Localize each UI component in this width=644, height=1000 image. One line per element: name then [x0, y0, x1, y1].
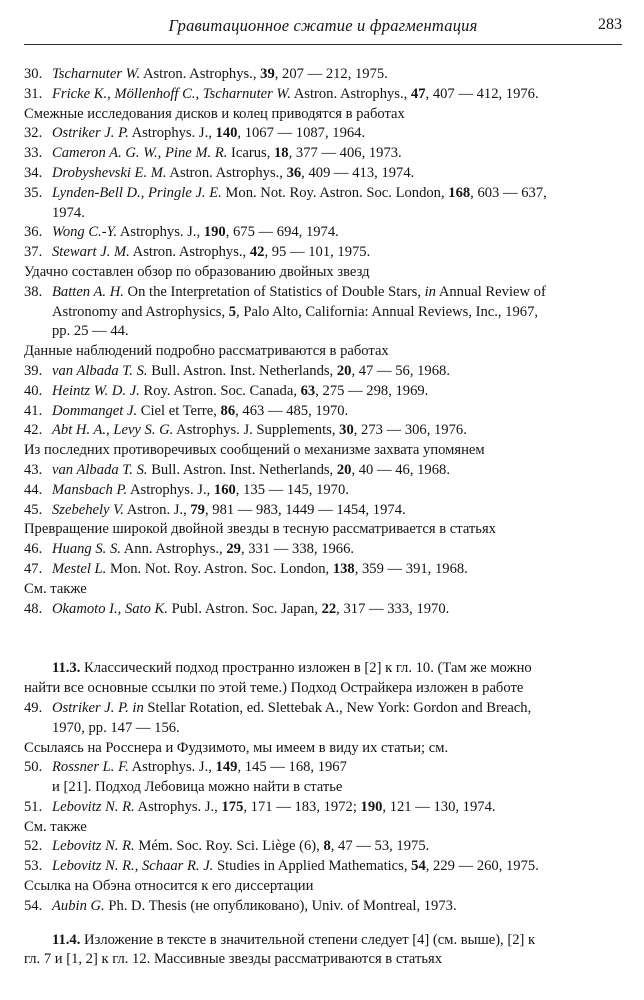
reference-source: Studies in Applied Mathematics,: [213, 858, 412, 875]
reference-volume: 20: [336, 461, 352, 478]
reference-number: 30.: [24, 66, 43, 82]
reference-source: Astrophys. J. Supplements,: [173, 422, 340, 439]
intro-line: Удачно составлен обзор по образованию двойных звезд: [24, 263, 370, 280]
reference-item: [24, 560, 622, 580]
section-number: 11.3.: [52, 660, 81, 677]
reference-volume: 18: [274, 145, 289, 162]
reference-volume: 47: [410, 85, 426, 102]
reference-pages: , 145 — 168, 1967: [237, 759, 347, 776]
reference-number: 38.: [24, 283, 43, 300]
reference-number: 54.: [24, 897, 43, 914]
paragraph-text: Изложение в тексте в значительной степени следует [4] (см. выше), [2] к: [80, 931, 536, 948]
reference-item: [24, 164, 622, 184]
reference-item: [24, 223, 622, 243]
reference-source: Ciel et Terre,: [137, 402, 221, 419]
reference-source: Astronomy and Astrophysics,: [52, 303, 229, 320]
reference-volume: 190: [203, 224, 226, 241]
section-number: 11.4.: [52, 931, 81, 948]
paragraph-line: гл. 7 и [1, 2] к гл. 12. Массивные звезды рассматриваются в статьях: [24, 951, 443, 968]
reference-authors: Cameron A. G. W., Pine M. R.: [52, 145, 228, 162]
header-rule: [24, 44, 622, 45]
reference-item: [24, 600, 622, 620]
reference-pages: , 463 — 485, 1970.: [235, 402, 349, 419]
section-11-4-paragraph: [24, 931, 622, 951]
reference-item: [24, 837, 622, 857]
reference-volume: 149: [215, 759, 238, 776]
reference-authors: Mansbach P.: [52, 481, 128, 498]
running-header: [24, 16, 622, 40]
reference-volume: 138: [332, 560, 355, 577]
paragraph-line: найти все основные ссылки по этой теме.) Подход Острайкера изложен в работе: [24, 680, 524, 697]
reference-pages: , 317 — 333, 1970.: [336, 600, 450, 617]
reference-number: 45.: [24, 501, 43, 518]
reference-authors: Tscharnuter W.: [52, 66, 141, 82]
reference-item: [24, 283, 622, 303]
reference-item: [24, 124, 622, 144]
reference-source: Publ. Astron. Soc. Japan,: [167, 600, 322, 617]
reference-volume: 22: [321, 600, 337, 617]
reference-authors: Lebovitz N. R.: [52, 798, 135, 815]
reference-pages: , 981 — 983, 1449 — 1454, 1974.: [204, 501, 406, 518]
reference-source: Astrophys. J.,: [134, 798, 222, 815]
reference-pages: , 409 — 413, 1974.: [301, 164, 415, 181]
reference-pages: , 40 — 46, 1968.: [351, 461, 450, 478]
reference-authors: Ostriker J. P.: [52, 699, 129, 716]
reference-pages: , 331 — 338, 1966.: [240, 541, 355, 558]
reference-source: Astron. Astrophys.,: [290, 85, 411, 102]
reference-volume: 39: [260, 66, 275, 82]
reference-pages: , 273 — 306, 1976.: [353, 422, 467, 439]
reference-pages: , 359 — 391, 1968.: [354, 560, 468, 577]
reference-authors: van Albada T. S.: [52, 362, 148, 379]
reference-pages: , 407 — 412, 1976.: [425, 85, 539, 102]
reference-number: 35.: [24, 184, 43, 201]
reference-authors: Heintz W. D. J.: [52, 382, 140, 399]
reference-number: 51.: [24, 798, 43, 815]
reference-pages: , 121 — 130, 1974.: [382, 798, 496, 815]
reference-item: [24, 85, 622, 105]
spacer: [24, 619, 622, 659]
reference-authors: Huang S. S.: [52, 541, 121, 558]
reference-volume: 20: [336, 362, 352, 379]
intro-line: См. также: [24, 580, 87, 597]
reference-authors: Dommanget J.: [52, 402, 138, 419]
reference-authors: Lebovitz N. R.: [52, 838, 135, 855]
reference-authors: Stewart J. M.: [52, 244, 130, 261]
reference-in: in: [128, 699, 144, 716]
reference-volume: 5: [228, 303, 237, 320]
reference-number: 37.: [24, 244, 43, 261]
reference-volume: 168: [448, 184, 471, 201]
reference-item: [24, 402, 622, 422]
reference-item: [24, 897, 622, 917]
reference-source: Annual Review of: [435, 283, 546, 300]
reference-number: 44.: [24, 481, 43, 498]
reference-authors: Okamoto I., Sato K.: [52, 600, 168, 617]
reference-pages: , 135 — 145, 1970.: [235, 481, 349, 498]
reference-continuation: [24, 303, 622, 323]
reference-source: Astron. Astrophys.,: [129, 244, 250, 261]
reference-authors: Abt H. A., Levy S. G.: [52, 422, 174, 439]
reference-continuation: 1970, pp. 147 — 156.: [52, 719, 180, 736]
reference-source: Roy. Astron. Soc. Canada,: [139, 382, 301, 399]
reference-volume: 160: [213, 481, 236, 498]
reference-source: Bull. Astron. Inst. Netherlands,: [147, 461, 337, 478]
reference-number: 46.: [24, 541, 43, 558]
reference-authors: Szebehely V.: [52, 501, 124, 518]
reference-authors: van Albada T. S.: [52, 461, 148, 478]
reference-pages: , 207 — 212, 1975.: [274, 66, 388, 82]
reference-item: [24, 184, 622, 204]
reference-source: Astrophys. J.,: [128, 125, 216, 142]
reference-volume: 8: [323, 838, 331, 855]
intro-line: Смежные исследования дисков и колец приводятся в работах: [24, 105, 405, 122]
reference-continuation: pp. 25 — 44.: [52, 323, 129, 340]
reference-source: Ann. Astrophys.,: [120, 541, 227, 558]
reference-item: [24, 758, 622, 778]
intro-line: Данные наблюдений подробно рассматриваются в работах: [24, 343, 389, 360]
reference-volume: 175: [221, 798, 244, 815]
intro-line: Ссылаясь на Росснера и Фудзимото, мы имеем в виду их статьи; см.: [24, 739, 449, 756]
reference-source: Mon. Not. Roy. Astron. Soc. London,: [221, 184, 449, 201]
reference-number: 50.: [24, 759, 43, 776]
reference-volume: 63: [300, 382, 316, 399]
reference-item: [24, 798, 622, 818]
reference-pages: , 229 — 260, 1975.: [425, 858, 539, 875]
intro-line: См. также: [24, 818, 87, 835]
reference-item: [24, 481, 622, 501]
reference-volume: 42: [249, 244, 265, 261]
reference-pages: , 675 — 694, 1974.: [225, 224, 339, 241]
reference-source: Astron. J.,: [123, 501, 191, 518]
reference-volume: 140: [215, 125, 238, 142]
references-block-2: [24, 699, 622, 917]
section-11-3-paragraph: [24, 659, 622, 679]
intro-line: и [21]. Подход Лебовица можно найти в статье: [52, 779, 343, 796]
reference-source: Astrophys. J.,: [117, 224, 204, 241]
reference-authors: Fricke K., Möllenhoff C., Tscharnuter W.: [52, 85, 291, 102]
reference-volume: 190: [360, 798, 383, 815]
reference-pages: , 1067 — 1087, 1964.: [237, 125, 366, 142]
reference-number: 40.: [24, 382, 43, 399]
reference-item: [24, 857, 622, 877]
reference-continuation: 1974.: [52, 204, 85, 221]
reference-pages: , 47 — 53, 1975.: [330, 838, 430, 855]
reference-source: , Palo Alto, California: Annual Reviews, Inc., 1967,: [236, 303, 539, 320]
reference-item: [24, 144, 622, 164]
reference-authors: Drobyshevski E. M.: [52, 164, 167, 181]
reference-item: [24, 421, 622, 441]
page-number: 283: [598, 16, 622, 33]
reference-number: 33.: [24, 145, 43, 162]
reference-number: 47.: [24, 560, 43, 577]
reference-source: Icarus,: [227, 145, 274, 162]
reference-number: 49.: [24, 699, 43, 716]
reference-number: 53.: [24, 858, 43, 875]
reference-pages: , 275 — 298, 1969.: [315, 382, 429, 399]
reference-item: [24, 461, 622, 481]
reference-pages: , 95 — 101, 1975.: [264, 244, 371, 261]
reference-authors: Ostriker J. P.: [52, 125, 129, 142]
reference-pages: , 603 — 637,: [470, 184, 547, 201]
running-title: Гравитационное сжатие и фрагментация: [168, 16, 478, 35]
reference-item: [24, 382, 622, 402]
reference-number: 39.: [24, 362, 43, 379]
reference-volume: 54: [411, 858, 426, 875]
reference-authors: Aubin G.: [52, 897, 105, 914]
reference-item: [24, 699, 622, 719]
reference-number: 31.: [24, 85, 43, 102]
reference-volume: 86: [220, 402, 236, 419]
reference-item: [24, 540, 622, 560]
intro-line: Из последних противоречивых сообщений о механизме захвата упомянем: [24, 442, 485, 459]
reference-source: On the Interpretation of Statistics of Double Stars,: [123, 283, 425, 300]
reference-authors: Mestel L.: [52, 560, 107, 577]
reference-authors: Lebovitz N. R., Schaar R. J.: [52, 858, 214, 875]
reference-item: [24, 243, 622, 263]
reference-volume: 30: [339, 422, 354, 439]
reference-volume: 79: [190, 501, 205, 518]
reference-source: Ph. D. Thesis (не опубликовано), Univ. of Montreal, 1973.: [104, 897, 457, 914]
reference-number: 48.: [24, 600, 43, 617]
reference-source: Stellar Rotation, ed. Slettebak A., New York: Gordon and Breach,: [143, 699, 532, 716]
reference-source: Bull. Astron. Inst. Netherlands,: [147, 362, 337, 379]
intro-line: Превращение широкой двойной звезды в тесную рассматривается в статьях: [24, 521, 496, 538]
reference-authors: Batten A. H.: [52, 283, 124, 300]
reference-volume: 36: [286, 164, 302, 181]
reference-authors: Rossner L. F.: [52, 759, 129, 776]
reference-authors: Wong C.-Y.: [52, 224, 118, 241]
reference-number: 36.: [24, 224, 43, 241]
reference-source: Astron. Astrophys.,: [140, 66, 261, 82]
reference-number: 32.: [24, 125, 43, 142]
reference-number: 52.: [24, 838, 43, 855]
spacer: [24, 917, 622, 931]
reference-volume: 29: [226, 541, 241, 558]
intro-line: Ссылка на Обэна относится к его диссертации: [24, 878, 314, 895]
reference-source: Astrophys. J.,: [127, 481, 214, 498]
reference-item: [24, 501, 622, 521]
reference-list: [24, 65, 622, 970]
references-block-1: [24, 65, 622, 619]
reference-item: [24, 65, 622, 85]
reference-source: Mon. Not. Roy. Astron. Soc. London,: [106, 560, 333, 577]
reference-pages: , 171 — 183, 1972;: [243, 798, 361, 815]
reference-source: Astron. Astrophys.,: [166, 164, 287, 181]
reference-source: Mém. Soc. Roy. Sci. Liège (6),: [134, 838, 324, 855]
reference-pages: , 377 — 406, 1973.: [288, 145, 402, 162]
reference-in: in: [424, 283, 436, 300]
reference-pages: , 47 — 56, 1968.: [351, 362, 450, 379]
reference-number: 42.: [24, 422, 43, 439]
reference-item: [24, 362, 622, 382]
reference-source: Astrophys. J.,: [128, 759, 216, 776]
reference-number: 41.: [24, 402, 43, 419]
reference-number: 34.: [24, 164, 43, 181]
reference-authors: Lynden-Bell D., Pringle J. E.: [52, 184, 222, 201]
paragraph-text: Классический подход пространно изложен в [2] к гл. 10. (Там же можно: [80, 660, 532, 677]
reference-number: 43.: [24, 461, 43, 478]
